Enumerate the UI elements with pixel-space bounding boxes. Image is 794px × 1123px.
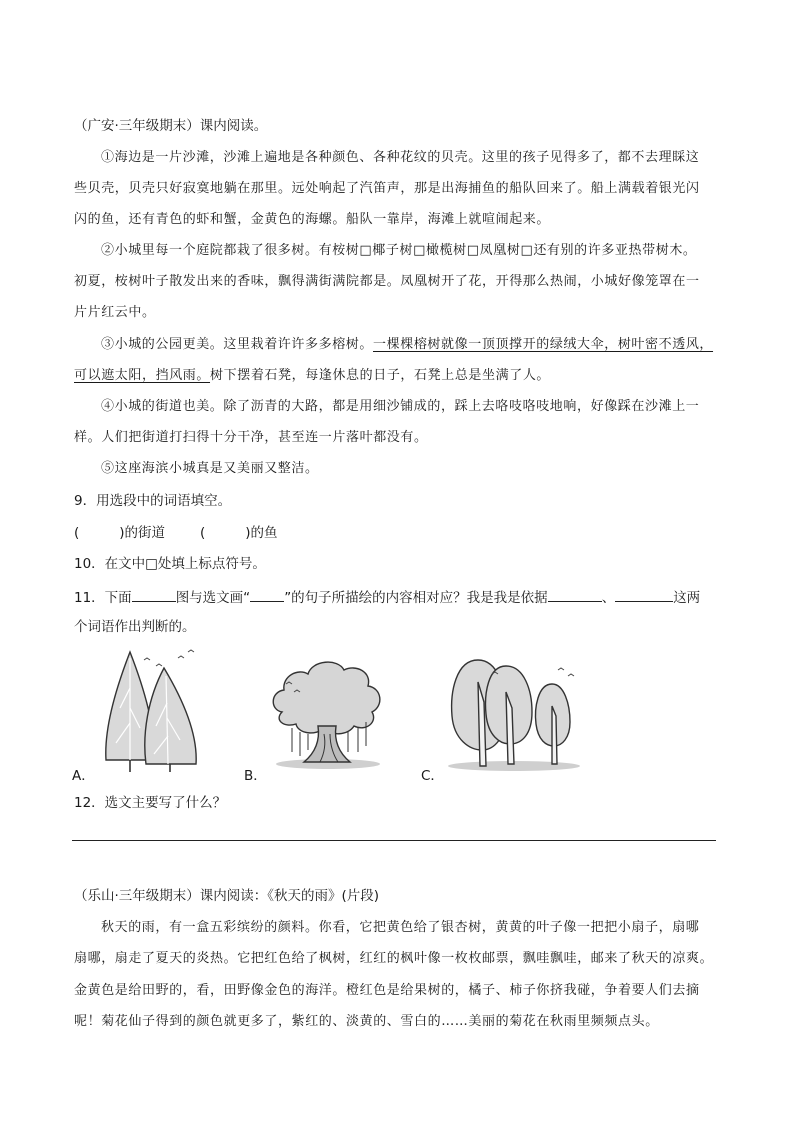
question-text: ”的句子所描绘的内容相对应？我是我是依据: [284, 590, 548, 606]
question-11: [74, 587, 700, 607]
passage-line: 秋天的雨，有一盒五彩缤纷的颜料。你看，它把黄色给了银杏树，黄黄的叶子像一把把小扇子，扇哪: [101, 920, 700, 935]
question-11-line2: 个词语作出判断的。: [74, 619, 196, 635]
fill-blank-street[interactable]: [74, 524, 165, 542]
passage-line: 闪的鱼，还有青色的虾和蟹，金黄色的海螺。船队一靠岸，海滩上就喧闹起来。: [74, 212, 551, 227]
passage-line: 些贝壳，贝壳只好寂寞地躺在那里。远处响起了汽笛声，那是出海捕鱼的船队回来了。船上满载着银光闪: [74, 181, 700, 196]
option-a-label: A．: [72, 768, 95, 784]
question-text: 11．下面: [74, 590, 132, 606]
answer-blank[interactable]: [615, 587, 673, 602]
answer-blank[interactable]: [250, 587, 284, 602]
paren-open: (: [74, 525, 80, 541]
passage-line: ④小城的街道也美。除了沥青的大路，都是用细沙铺成的，踩上去咯吱咯吱地响，好像踩在沙滩上一: [101, 399, 700, 414]
paren-open: (: [200, 525, 206, 541]
passage-line: [101, 336, 713, 354]
answer-line[interactable]: [72, 840, 716, 841]
fill-blank-fish[interactable]: [200, 524, 278, 542]
underlined-sentence: 一棵棵榕树就像一顶顶撑开的绿绒大伞，树叶密不透风，: [373, 337, 714, 352]
tree-figure-c: [448, 652, 588, 772]
tree-figure-b: [268, 656, 386, 770]
passage-line: [74, 367, 550, 385]
question-text: 图与选文画“: [175, 590, 251, 606]
fill-blank-label: )的街道: [119, 525, 166, 541]
passage-line: 样。人们把街道打扫得十分干净，甚至连一片落叶都没有。: [74, 430, 428, 445]
passage-line: 扇哪，扇走了夏天的炎热。它把红色给了枫树，红红的枫叶像一枚枚邮票，飘哇飘哇，邮来了秋天的凉爽。: [74, 951, 714, 966]
section1-heading: （广安·三年级期末）课内阅读。: [74, 118, 268, 134]
option-c-label: C．: [421, 768, 444, 784]
passage-line: ②小城里每一个庭院都栽了很多树。有桉树□椰子树□橄榄树□凤凰树□还有别的许多亚热带树木。: [101, 243, 697, 258]
passage-line: 呢！菊花仙子得到的颜色就更多了，紫红的、淡黄的、雪白的……美丽的菊花在秋雨里频频点头。: [74, 1014, 659, 1029]
underlined-sentence: 可以遮太阳，挡风雨。: [74, 368, 211, 383]
option-b-label: B．: [244, 768, 267, 784]
question-text: 、: [601, 590, 616, 606]
question-text: 这两: [673, 590, 701, 606]
passage-line: 初夏，桉树叶子散发出来的香味，飘得满街满院都是。凤凰树开了花，开得那么热闹，小城好像笼罩在一: [74, 274, 700, 289]
answer-blank[interactable]: [548, 587, 602, 602]
passage-line: 片片红云中。: [74, 305, 156, 320]
answer-blank[interactable]: [132, 587, 176, 602]
passage-line: ⑤这座海滨小城真是又美丽又整洁。: [101, 461, 319, 476]
section2-heading: （乐山·三年级期末）课内阅读：《秋天的雨》(片段): [74, 888, 380, 904]
question-10: 10．在文中□处填上标点符号。: [74, 556, 266, 572]
tree-figure-a: [98, 648, 210, 772]
passage-line: ①海边是一片沙滩，沙滩上遍地是各种颜色、各种花纹的贝壳。这里的孩子见得多了，都不去理睬这: [101, 150, 700, 165]
passage-text: ③小城的公园更美。这里栽着许许多多榕树。: [101, 337, 374, 352]
passage-line: 金黄色是给田野的，看，田野像金色的海洋。橙红色是给果树的，橘子、柿子你挤我碰，争着要人们去摘: [74, 983, 700, 998]
question-12: 12．选文主要写了什么？: [74, 795, 227, 811]
fill-blank-label: )的鱼: [245, 525, 278, 541]
question-9: 9．用选段中的词语填空。: [74, 493, 232, 509]
passage-text: 树下摆着石凳，每逢休息的日子，石凳上总是坐满了人。: [210, 368, 551, 383]
